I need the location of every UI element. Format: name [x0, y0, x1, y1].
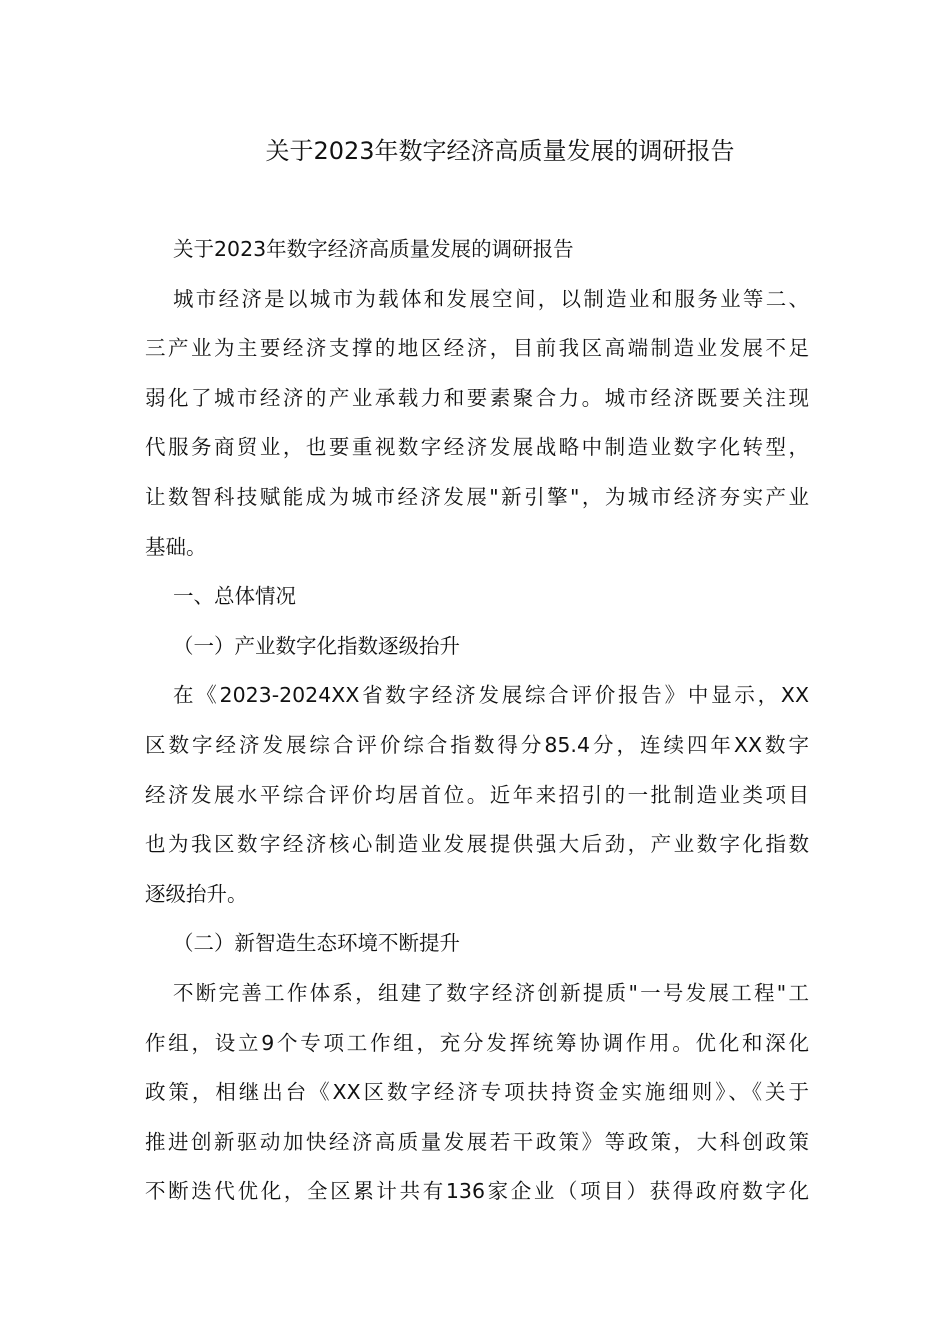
paragraph-line: 作组，设立9个专项工作组，充分发挥统筹协调作用。优化和深化 [145, 1030, 809, 1055]
paragraph-line: 经济发展水平综合评价均居首位。近年来招引的一批制造业类项目 [145, 782, 809, 807]
paragraph-line: 代服务商贸业，也要重视数字经济发展战略中制造业数字化转型， [145, 435, 809, 460]
paragraph-line: 不断完善工作体系，组建了数字经济创新提质"一号发展工程"工 [173, 980, 809, 1005]
subsection-heading: （一）产业数字化指数逐级抬升 [173, 633, 460, 658]
paragraph-line: 逐级抬升。 [145, 881, 248, 906]
document-body [145, 229, 809, 1221]
paragraph-line: 推进创新驱动加快经济高质量发展若干政策》等政策，大科创政策 [145, 1129, 809, 1154]
document-title: 关于2023年数字经济高质量发展的调研报告 [265, 137, 735, 165]
paragraph-line: 让数智科技赋能成为城市经济发展"新引擎"，为城市经济夯实产业 [145, 484, 809, 509]
subsection-heading: （二）新智造生态环境不断提升 [173, 931, 460, 956]
paragraph-line: 弱化了城市经济的产业承载力和要素聚合力。城市经济既要关注现 [145, 385, 809, 410]
paragraph-line: 基础。 [145, 534, 207, 559]
paragraph-line: 区数字经济发展综合评价综合指数得分85.4分，连续四年XX数字 [145, 732, 809, 757]
paragraph-line: 城市经济是以城市为载体和发展空间，以制造业和服务业等二、 [173, 286, 809, 311]
paragraph-line: 关于2023年数字经济高质量发展的调研报告 [173, 237, 574, 261]
section-heading: 一、总体情况 [173, 584, 296, 609]
paragraph-line: 也为我区数字经济核心制造业发展提供强大后劲，产业数字化指数 [145, 832, 809, 857]
paragraph-line: 在《2023-2024XX省数字经济发展综合评价报告》中显示，XX [173, 683, 809, 708]
paragraph-line: 三产业为主要经济支撑的地区经济，目前我区高端制造业发展不足 [145, 336, 809, 361]
paragraph-line: 政策，相继出台《XX区数字经济专项扶持资金实施细则》、《关于 [145, 1080, 809, 1105]
paragraph-line: 不断迭代优化，全区累计共有136家企业（项目）获得政府数字化 [145, 1179, 809, 1204]
